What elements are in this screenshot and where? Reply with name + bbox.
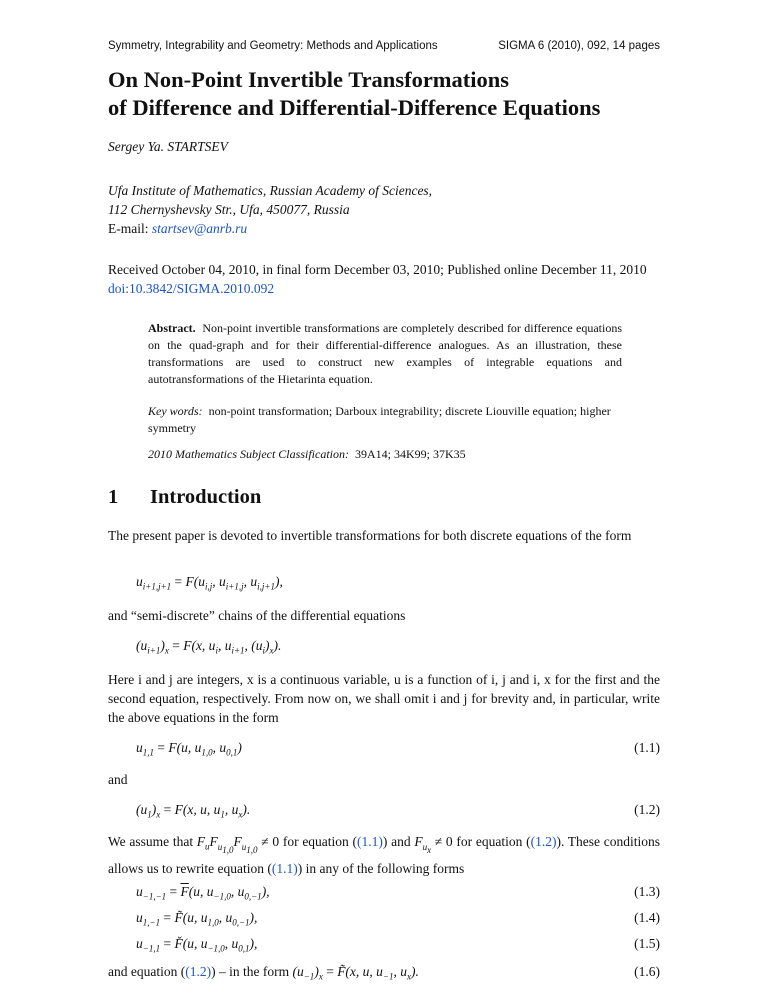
paragraph-3: Here i and j are integers, x is a continuous variable, u is a function of i, j and i, x for the first and the second equation, respectively. From now on, we shall omit i and j for brevity and, in particular, write the above equations in the form [108, 672, 660, 725]
equation-semidiscrete: $(u_{i+1})_x = F(x$, $u_i$, $u_{i+1}$, $(u_i)_x$). [136, 638, 282, 656]
section-number: 1 [108, 486, 119, 508]
doi-link[interactable]: doi:10.3842/SIGMA.2010.092 [108, 281, 275, 296]
affiliation [108, 181, 432, 238]
paragraph-1: The present paper is devoted to invertible transformations for both discrete equations of the form [108, 528, 632, 543]
paragraph-4: and [108, 772, 128, 787]
citation: SIGMA 6 (2010), 092, 14 pages [498, 40, 660, 52]
equation-number: (1.6) [634, 964, 660, 979]
ref-eq-1-2[interactable]: (1.2) [185, 964, 212, 979]
email-link[interactable]: startsev@anrb.ru [151, 221, 248, 236]
paper-title [108, 66, 668, 122]
section-title: Introduction [150, 486, 262, 508]
received-line: Received October 04, 2010, in final form December 03, 2010; Published online December 11, 2010 [108, 262, 647, 277]
equation-1-3: $u_{-1,-1} = \overline{F}(u$, $u_{-1,0}$, $u_{0,-1}$), (1.3) [136, 884, 660, 902]
msc-codes: 39A14; 34K99; 37K35 [354, 447, 466, 461]
paragraph-6: and equation ((1.2)) – in the form $(u_{-1})_x$ = F̃(x, u, $u_{-1}$, $u_x$). (1.6) [108, 964, 660, 982]
paragraph-2: and “semi-discrete” chains of the differential equations [108, 608, 406, 623]
abstract-text: Non-point invertible transformations are completely described for difference equations on the quad-graph and for their differential-difference analogues. As an illustration, these transformations are used to construct new examples of integrable equations and autotransformations of the Hietarinta equation. [148, 321, 623, 386]
keywords-text: non-point transformation; Darboux integrability; discrete Liouville equation; higher symmetry [148, 404, 611, 435]
equation-number: (1.2) [634, 802, 660, 817]
title-line-2: of Difference and Differential-Difference Equations [108, 95, 601, 120]
running-header [108, 40, 660, 56]
equation-1-5: $u_{-1,1}$ = F̌(u, $u_{-1,0}$, $u_{0,1}$), (1.5) [136, 936, 660, 954]
abstract [148, 320, 622, 388]
equation-number: (1.3) [634, 884, 660, 899]
abstract-label: Abstract. [148, 321, 196, 335]
publication-dates [108, 260, 647, 298]
author-name: Sergey Ya. STARTSEV [108, 139, 228, 154]
equation-1-2: $(u_1)_x = F(x$, u, $u_1$, $u_x$). (1.2) [136, 802, 660, 820]
keywords [148, 403, 622, 437]
journal-name: Symmetry, Integrability and Geometry: Methods and Applications [108, 40, 438, 52]
equation-number: (1.4) [634, 910, 660, 925]
ref-eq-1-1[interactable]: (1.1) [271, 861, 298, 877]
keywords-label: Key words: [148, 404, 203, 418]
msc-classification [148, 446, 622, 463]
section-heading [108, 486, 261, 509]
equation-number: (1.1) [634, 740, 660, 755]
affiliation-line-2: 112 Chernyshevsky Str., Ufa, 450077, Russia [108, 202, 350, 217]
ref-eq-1-1[interactable]: (1.1) [357, 834, 383, 849]
ref-eq-1-2[interactable]: (1.2) [530, 834, 557, 849]
title-line-1: On Non-Point Invertible Transformations [108, 67, 510, 92]
paragraph-5: We assume that $F_uF_{u_{1,0}}F_{u_{1,0}} \ne 0$ for equation ((1.1)) and $F_{u_x} \ne 0$ for equation ((1.2)). These conditions allows us to rewrite equation ((1.1)) in any of the following forms [108, 834, 660, 877]
equation-1-1: $u_{1,1} = F(u$, $u_{1,0}$, $u_{0,1}$) (1.1) [136, 740, 660, 758]
msc-label: 2010 Mathematics Subject Classification: [148, 447, 349, 461]
equation-number: (1.5) [634, 936, 660, 951]
email-label: E-mail: [108, 221, 149, 236]
equation-discrete: $u_{i+1,j+1} = F(u_{i,j}$, $u_{i+1,j}$, $u_{i,j+1}$), [136, 574, 283, 592]
affiliation-line-1: Ufa Institute of Mathematics, Russian Academy of Sciences, [108, 183, 433, 198]
equation-1-4: $u_{1,-1}$ = F̃(u, $u_{1,0}$, $u_{0,-1}$), (1.4) [136, 910, 660, 928]
